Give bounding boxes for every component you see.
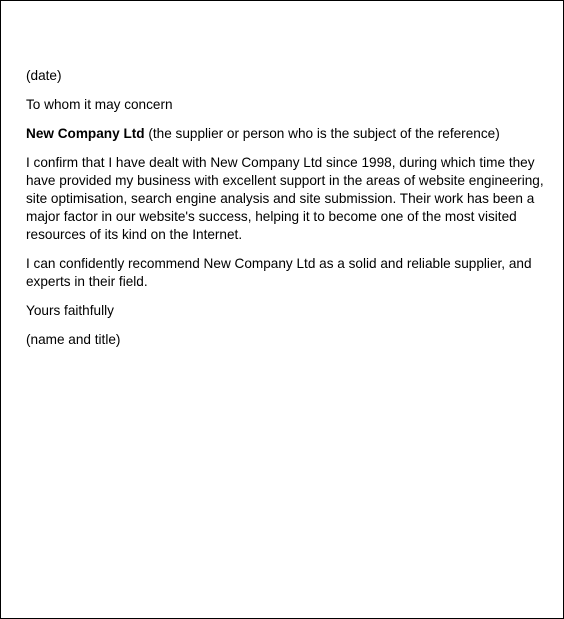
subject-note: (the supplier or person who is the subject of the reference) — [144, 126, 500, 141]
salutation: To whom it may concern — [26, 97, 173, 112]
body-paragraph-1 — [26, 154, 551, 244]
body-line: site optimisation, search engine analysis and site submission. Their work has been a — [26, 191, 535, 206]
date-line: (date) — [26, 68, 62, 83]
subject-company-name: New Company Ltd — [26, 126, 145, 141]
closing: Yours faithfully — [26, 303, 114, 318]
body-line: resources of its kind on the Internet. — [26, 227, 243, 242]
signature-placeholder: (name and title) — [26, 332, 121, 347]
body-line: I can confidently recommend New Company Ltd as a solid and reliable supplier, and — [26, 256, 532, 271]
body-line: major factor in our website's success, helping it to become one of the most visited — [26, 209, 517, 224]
body-line: have provided my business with excellent support in the areas of website engineering, — [26, 173, 544, 188]
body-paragraph-2 — [26, 255, 551, 291]
body-line: I confirm that I have dealt with New Company Ltd since 1998, during which time they — [26, 155, 535, 170]
body-line: experts in their field. — [26, 274, 148, 289]
letter-content — [26, 67, 551, 360]
subject-line — [26, 125, 551, 143]
